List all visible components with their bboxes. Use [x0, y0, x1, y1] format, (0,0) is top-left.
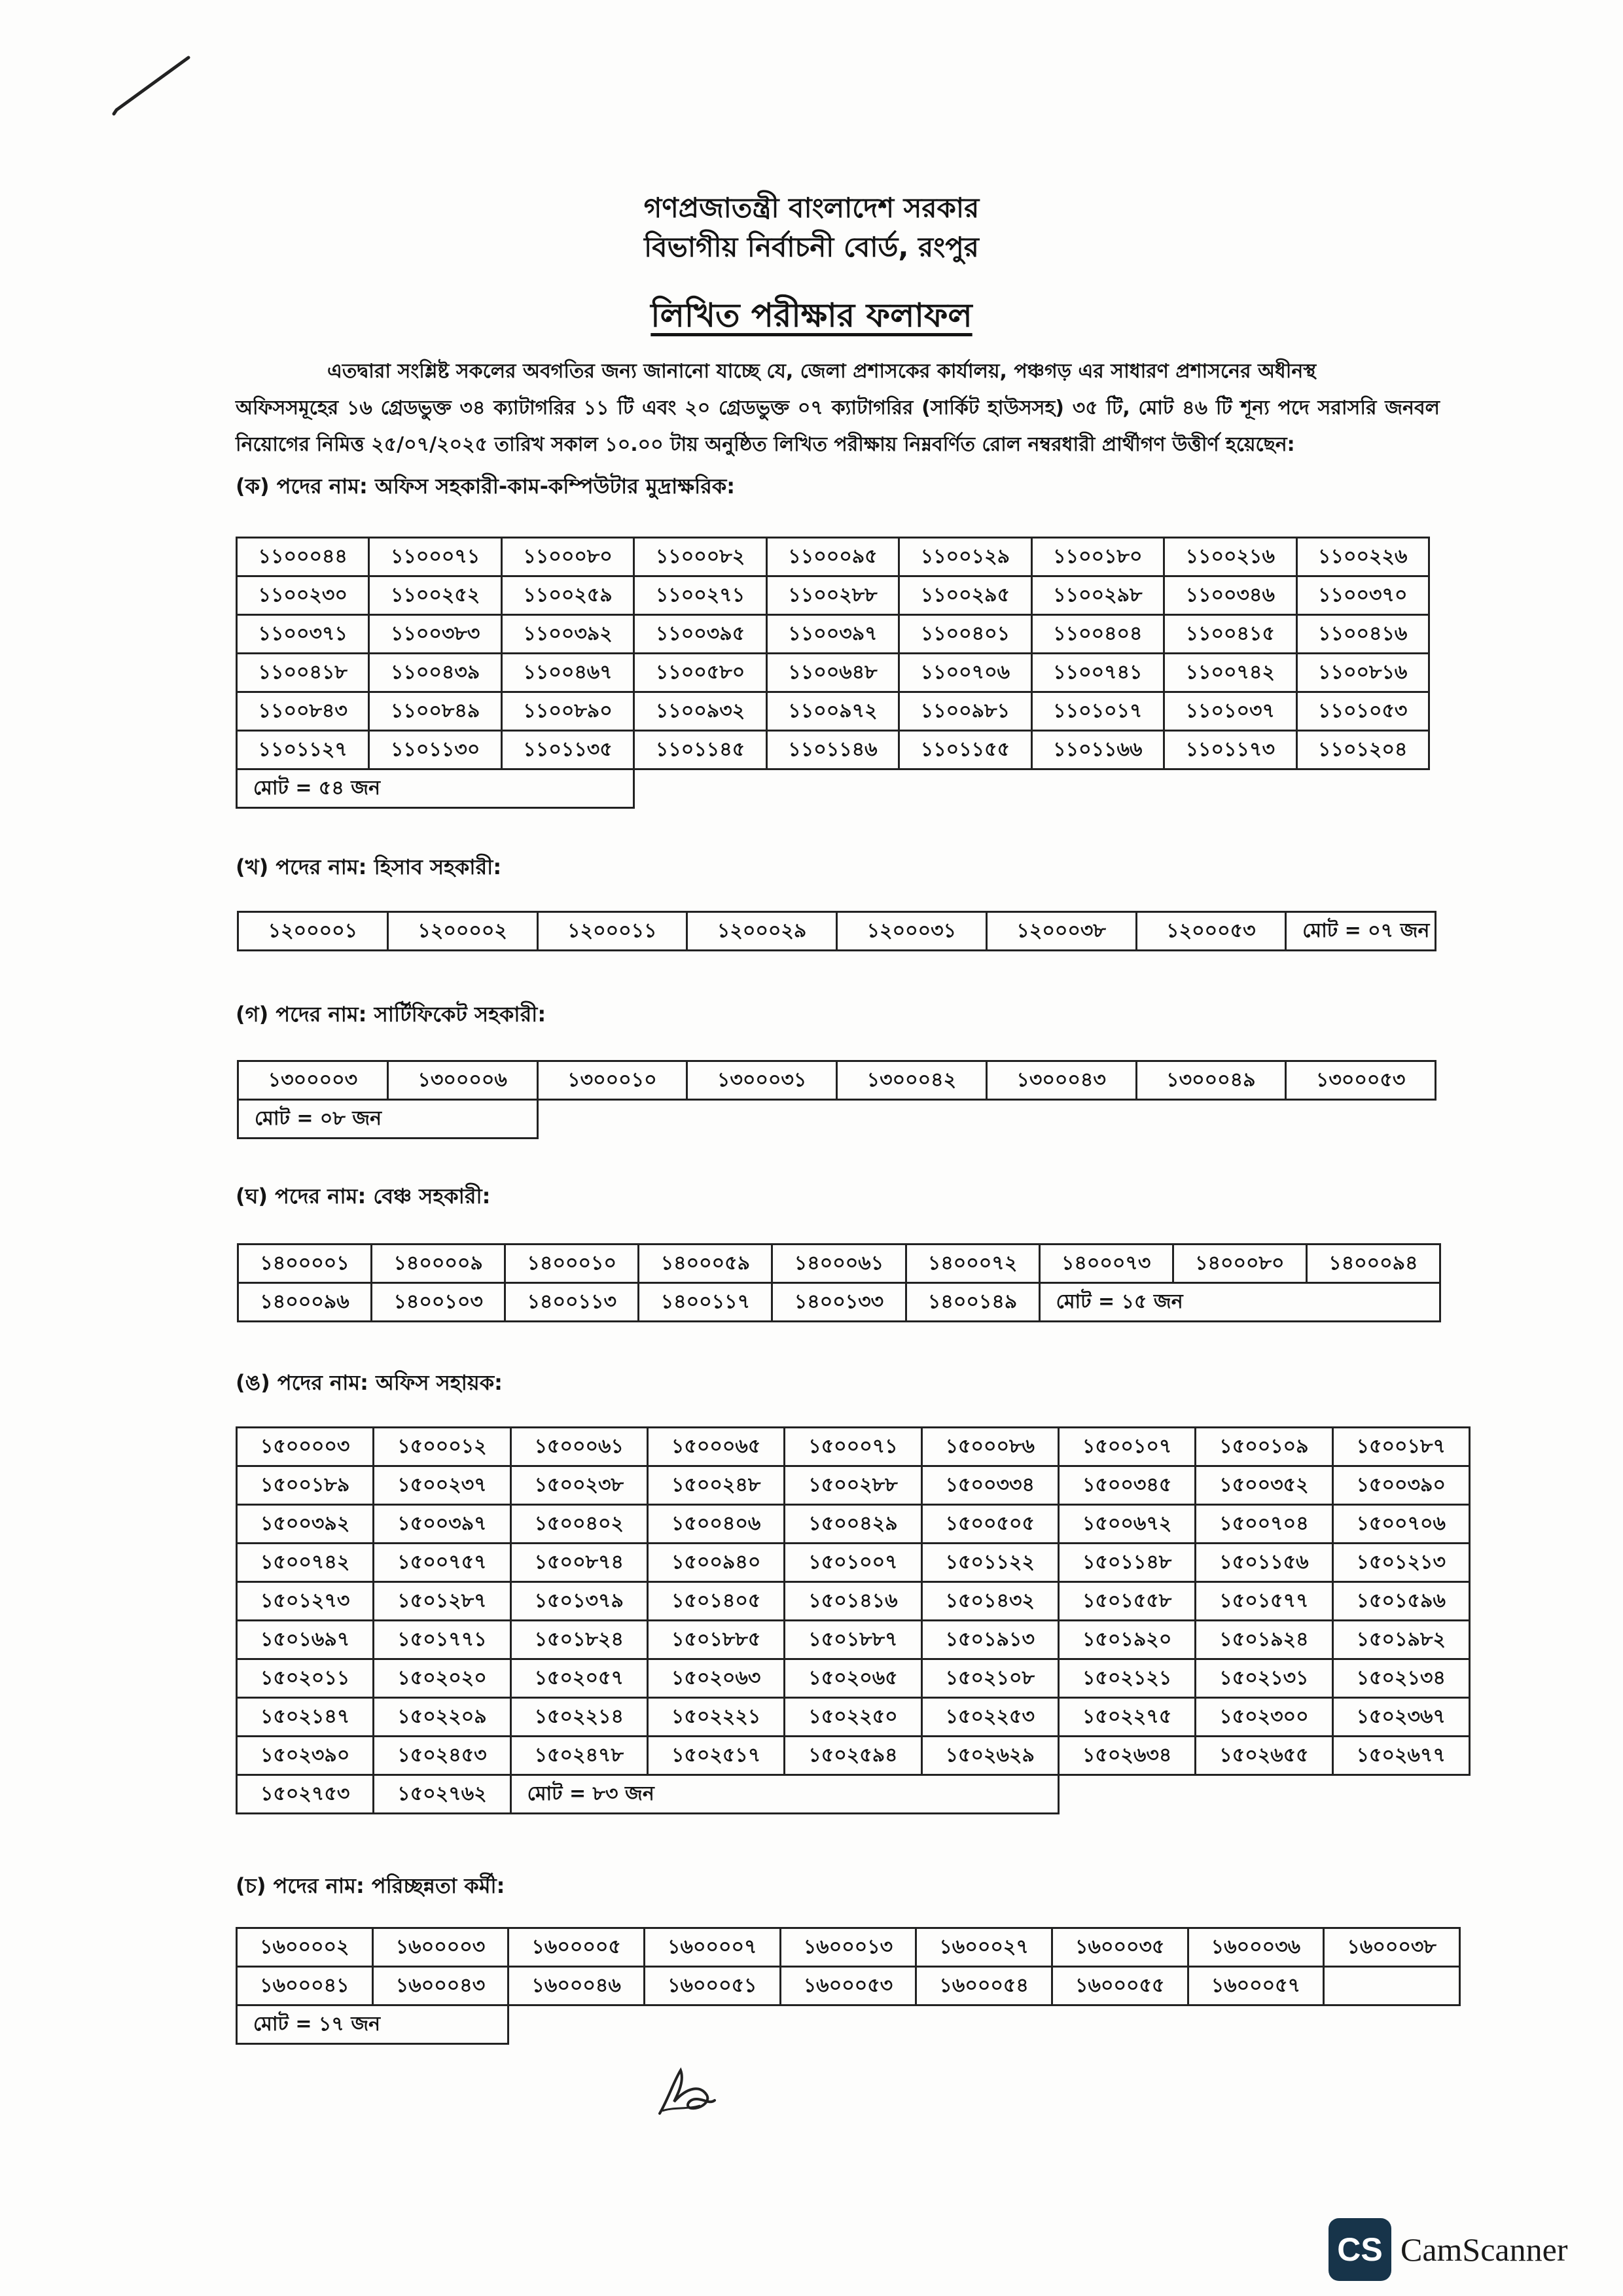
roll-number-cell: ১৬০০০০২: [237, 1928, 373, 1967]
roll-number-cell: ১৫০১৫৯৬: [1332, 1582, 1469, 1621]
roll-number-cell: ১৬০০০৩৬: [1188, 1928, 1324, 1967]
roll-number-cell: ১১০০৪১৮: [237, 654, 369, 692]
total-count-cell: মোট = ৫৪ জন: [237, 769, 634, 808]
table-row: [237, 1775, 1470, 1814]
roll-number-cell: ১৪০০১০৩: [372, 1283, 505, 1322]
roll-number-cell: ১১০০২৮৮: [766, 576, 899, 615]
roll-number-cell: ১১০০২৫২: [369, 576, 501, 615]
roll-number-cell: ১২০০০২৯: [687, 912, 837, 951]
roll-number-cell: ১৫০২৩৬৭: [1332, 1698, 1469, 1737]
table-row: [237, 1967, 1460, 2005]
roll-number-cell: ১৬০০০৫৫: [1052, 1967, 1188, 2005]
table-row-total: [237, 2005, 1460, 2044]
roll-number-cell: ১৫০২১৪৭: [237, 1698, 374, 1737]
roll-number-cell: ১১০১১৪৫: [634, 731, 766, 769]
roll-number-cell: ১৫০০১৮৯: [237, 1466, 374, 1505]
roll-number-cell: ১৫০২৭৫৩: [237, 1775, 374, 1814]
roll-number-cell: ১৫০২৭৬২: [374, 1775, 510, 1814]
intro-paragraph: [236, 353, 1440, 463]
roll-number-cell: ১৫০০২৮৮: [785, 1466, 921, 1505]
table-row-total: [237, 769, 1429, 808]
roll-number-cell: ১৫০১২১৩: [1332, 1544, 1469, 1582]
roll-number-cell: ১৫০০৩৯২: [237, 1505, 374, 1544]
roll-number-cell: ১৪০০১১৭: [639, 1283, 772, 1322]
roll-number-cell: ১১০০৯৭২: [766, 692, 899, 731]
roll-number-cell: ১১০০৩৯৭: [766, 615, 899, 654]
roll-number-cell: ১১০০৩৭১: [237, 615, 369, 654]
roll-number-cell: ১৫০০১৮৭: [1332, 1428, 1469, 1466]
roll-number-cell: ১৪০০০৯৪: [1306, 1245, 1440, 1283]
header-government: গণপ্রজাতন্ত্রী বাংলাদেশ সরকার: [643, 192, 980, 224]
roll-number-cell: ১২০০০০২: [387, 912, 537, 951]
roll-number-cell: ১১০০৬৪৮: [766, 654, 899, 692]
roll-number-cell: ১৬০০০০৩: [372, 1928, 508, 1967]
table-row: [237, 1621, 1470, 1659]
roll-number-cell: ১৫০১৪০৫: [647, 1582, 784, 1621]
table-row: [237, 1737, 1470, 1775]
roll-number-cell: ১৫০২০৬৫: [785, 1659, 921, 1698]
table-row: [237, 654, 1429, 692]
table-row: [237, 538, 1429, 576]
roll-number-cell: ১৫০০৪০৬: [647, 1505, 784, 1544]
roll-number-cell: ১৫০০২৪৮: [647, 1466, 784, 1505]
table-row: [237, 1698, 1470, 1737]
roll-number-cell: ১১০০৪৩৯: [369, 654, 501, 692]
roll-number-cell: ১৫০২০১১: [237, 1659, 374, 1698]
roll-number-cell: ১১০০৭০৬: [899, 654, 1031, 692]
roll-number-cell: ১৫০০০৭১: [785, 1428, 921, 1466]
roll-number-cell: ১৩০০০৪২: [837, 1061, 987, 1100]
roll-number-cell: ১১০০১৮০: [1031, 538, 1164, 576]
table-row: [237, 1466, 1470, 1505]
roll-number-cell: ১৫০১১৪৮: [1058, 1544, 1195, 1582]
table-row: [238, 912, 1436, 951]
roll-number-cell: ১১০০০৯৫: [766, 538, 899, 576]
roll-number-cell: ১৩০০০০৬: [387, 1061, 537, 1100]
empty-cell: [537, 1100, 1436, 1139]
roll-number-cell: ১৫০২২২১: [647, 1698, 784, 1737]
roll-number-cell: ১৫০২২০৯: [374, 1698, 510, 1737]
roll-table-kha: [237, 911, 1436, 951]
roll-number-cell: ১৫০১৯৮২: [1332, 1621, 1469, 1659]
roll-number-cell: ১২০০০১১: [537, 912, 687, 951]
roll-number-cell: ১১০০২৭১: [634, 576, 766, 615]
roll-number-cell: ১১০০২৯৮: [1031, 576, 1164, 615]
roll-number-cell: ১৩০০০৪৩: [986, 1061, 1136, 1100]
section-title-ga: (গ) পদের নাম: সার্টিফিকেট সহকারী:: [236, 1002, 546, 1027]
roll-number-cell: ১২০০০০১: [238, 912, 388, 951]
roll-number-cell: ১১০০৩৮৩: [369, 615, 501, 654]
roll-number-cell: ১১০১১৩০: [369, 731, 501, 769]
roll-number-cell: ১৫০১৮৮৫: [647, 1621, 784, 1659]
roll-number-cell: ১৫০২১২১: [1058, 1659, 1195, 1698]
roll-number-cell: ১১০০৮৪৩: [237, 692, 369, 731]
table-row: [237, 731, 1429, 769]
roll-number-cell: ১১০০৯৮১: [899, 692, 1031, 731]
table-row: [237, 1659, 1470, 1698]
roll-number-cell: ১৩০০০০৩: [238, 1061, 388, 1100]
roll-number-cell: ১৫০০৪০২: [510, 1505, 647, 1544]
roll-number-cell: ১১০০৪০৪: [1031, 615, 1164, 654]
roll-number-cell: ১৫০০০৮৬: [921, 1428, 1058, 1466]
roll-number-cell: ১৫০২০৬৩: [647, 1659, 784, 1698]
roll-number-cell: ১৫০২৫১৭: [647, 1737, 784, 1775]
roll-number-cell: ১৫০২১৩৪: [1332, 1659, 1469, 1698]
table-row: [237, 615, 1429, 654]
roll-number-cell: ১১০০২২৬: [1296, 538, 1429, 576]
roll-number-cell: ১৫০০৯৪০: [647, 1544, 784, 1582]
roll-number-cell: ১৫০২৬২৯: [921, 1737, 1058, 1775]
roll-number-cell: ১৫০০৪২৯: [785, 1505, 921, 1544]
roll-number-cell: ১৫০২২৫৩: [921, 1698, 1058, 1737]
roll-number-cell: ১৫০১৯১৩: [921, 1621, 1058, 1659]
pen-tick-mark: [111, 52, 196, 118]
roll-number-cell: ১৪০০০৬১: [772, 1245, 906, 1283]
table-row: [237, 1544, 1470, 1582]
roll-table-ka: [236, 537, 1430, 809]
empty-cell: [508, 2005, 1460, 2044]
total-count-cell: মোট = ০৭ জন: [1286, 912, 1436, 951]
roll-number-cell: ১৬০০০৪৩: [372, 1967, 508, 2005]
roll-number-cell: ১৫০১০০৭: [785, 1544, 921, 1582]
roll-number-cell: ১৬০০০৩৫: [1052, 1928, 1188, 1967]
roll-number-cell: ১৫০১৮২৪: [510, 1621, 647, 1659]
roll-number-cell: ১৫০২১০৮: [921, 1659, 1058, 1698]
roll-number-cell: ১৪০০১১৩: [505, 1283, 639, 1322]
roll-number-cell: ১৫০২০৫৭: [510, 1659, 647, 1698]
roll-number-cell: ১৪০০০০১: [238, 1245, 372, 1283]
roll-number-cell: ১১০১১৭৩: [1164, 731, 1296, 769]
roll-number-cell: ১১০১০৩৭: [1164, 692, 1296, 731]
section-title-ka: (ক) পদের নাম: অফিস সহকারী-কাম-কম্পিউটার মুদ্রাক্ষরিক:: [236, 474, 736, 499]
roll-table-ga: [237, 1060, 1436, 1139]
roll-table-ca: [236, 1927, 1461, 2045]
roll-number-cell: ১১০০০৮০: [501, 538, 633, 576]
roll-number-cell: ১১০০৩৪৬: [1164, 576, 1296, 615]
roll-number-cell: ১৬০০০৪১: [237, 1967, 373, 2005]
roll-number-cell: ১২০০০৩৮: [986, 912, 1136, 951]
roll-number-cell: ১৪০০০১০: [505, 1245, 639, 1283]
roll-number-cell: ১৬০০০১৩: [780, 1928, 916, 1967]
roll-number-cell: ১১০১১২৭: [237, 731, 369, 769]
roll-number-cell: ১৫০০৩৩৪: [921, 1466, 1058, 1505]
roll-number-cell: ১৫০১৪৩২: [921, 1582, 1058, 1621]
roll-number-cell: ১৫০১১৫৬: [1196, 1544, 1332, 1582]
intro-rest: অফিসসমূহের ১৬ গ্রেডভুক্ত ৩৪ ক্যাটাগরির ১১ টি এবং ২০ গ্রেডভুক্ত ০৭ ক্যাটাগরির (সার্কিট হাউসসহ) ৩৫ টি, মোট ৪৬ টি শূন্য পদে সরাসরি জনবল নিয়োগের নিমিত্ত ২৫/০৭/২০২৫ তারিখ সকাল ১০.০০ টায় অনুষ্ঠিত লিখিত পরীক্ষায় নিম্নবর্ণিত রোল নম্বরধারী প্রার্থীগণ উত্তীর্ণ হয়েছেন:: [236, 397, 1440, 456]
roll-number-cell: ১১০০২১৬: [1164, 538, 1296, 576]
table-row: [237, 1928, 1460, 1967]
roll-number-cell: ১৩০০০১০: [537, 1061, 687, 1100]
roll-number-cell: ১৫০০৩৫২: [1196, 1466, 1332, 1505]
roll-number-cell: ১১০১১৩৫: [501, 731, 633, 769]
roll-table-uma: [236, 1426, 1471, 1814]
table-row: [237, 576, 1429, 615]
roll-number-cell: ১৫০১৬৯৭: [237, 1621, 374, 1659]
roll-number-cell: ১১০০১২৯: [899, 538, 1031, 576]
roll-number-cell: ১৫০০৫০৫: [921, 1505, 1058, 1544]
roll-number-cell: ১১০০৭৪১: [1031, 654, 1164, 692]
roll-number-cell: ১৫০০২৩৮: [510, 1466, 647, 1505]
total-count-cell: মোট = ১৭ জন: [237, 2005, 508, 2044]
roll-number-cell: ১৫০০৬৭২: [1058, 1505, 1195, 1544]
roll-number-cell: ১৫০০০৬৫: [647, 1428, 784, 1466]
roll-number-cell: ১৬০০০৪৬: [508, 1967, 645, 2005]
camscanner-logo: CS: [1329, 2218, 1391, 2281]
roll-number-cell: ১৫০২৬৫৫: [1196, 1737, 1332, 1775]
roll-number-cell: ১৩০০০৪৯: [1136, 1061, 1286, 1100]
roll-number-cell: ১১০০৩৭০: [1296, 576, 1429, 615]
roll-number-cell: ১১০১১৪৬: [766, 731, 899, 769]
signature-image: [654, 2061, 720, 2120]
roll-number-cell: ১১০০৭৪২: [1164, 654, 1296, 692]
section-title-uma: (ঙ) পদের নাম: অফিস সহায়ক:: [236, 1370, 503, 1395]
total-count-cell: মোট = ০৮ জন: [238, 1100, 538, 1139]
roll-number-cell: ১৫০০০১২: [374, 1428, 510, 1466]
roll-number-cell: ১৫০০৩৪৫: [1058, 1466, 1195, 1505]
roll-number-cell: ১১০০৪১৫: [1164, 615, 1296, 654]
roll-number-cell: ১৪০০০৭৩: [1039, 1245, 1173, 1283]
roll-number-cell: ১১০০০৪৪: [237, 538, 369, 576]
roll-number-cell: ১৫০০০০৩: [237, 1428, 374, 1466]
roll-number-cell: ১১০০৩৯২: [501, 615, 633, 654]
roll-number-cell: ১৪০০০৫৯: [639, 1245, 772, 1283]
roll-number-cell: ১৫০০৮৭৪: [510, 1544, 647, 1582]
roll-number-cell: ১৫০২৩৯০: [237, 1737, 374, 1775]
roll-number-cell: ১১০১১৫৫: [899, 731, 1031, 769]
roll-number-cell: ১১০০৮৯০: [501, 692, 633, 731]
header-board: বিভাগীয় নির্বাচনী বোর্ড, রংপুর: [644, 231, 979, 263]
empty-cell: [634, 769, 1429, 808]
roll-number-cell: ১৪০০০৯৬: [238, 1283, 372, 1322]
roll-number-cell: ১৫০১৮৮৭: [785, 1621, 921, 1659]
total-count-cell: মোট = ৮৩ জন: [510, 1775, 1058, 1814]
roll-number-cell: ১৫০২৫৯৪: [785, 1737, 921, 1775]
roll-number-cell: ১৫০০৩৯৭: [374, 1505, 510, 1544]
roll-number-cell: ১৬০০০৫৩: [780, 1967, 916, 2005]
roll-number-cell: ১১০০৪০১: [899, 615, 1031, 654]
roll-number-cell: ১৫০২৬৭৭: [1332, 1737, 1469, 1775]
roll-number-cell: ১১০০৩৯৫: [634, 615, 766, 654]
roll-number-cell: ১৬০০০০৭: [644, 1928, 780, 1967]
table-row: [238, 1283, 1440, 1322]
roll-number-cell: ১৬০০০০৫: [508, 1928, 645, 1967]
blank-cell: [1324, 1967, 1460, 2005]
roll-number-cell: ১১০০২৯৫: [899, 576, 1031, 615]
page-title: লিখিত পরীক্ষার ফলাফল: [651, 296, 972, 334]
total-count-cell: মোট = ১৫ জন: [1039, 1283, 1440, 1322]
roll-number-cell: ১১০১০১৭: [1031, 692, 1164, 731]
roll-number-cell: ১১০০৪১৬: [1296, 615, 1429, 654]
roll-number-cell: ১৫০২৪৭৮: [510, 1737, 647, 1775]
roll-number-cell: ১৬০০০৫৭: [1188, 1967, 1324, 2005]
roll-number-cell: ১৬০০০৫৪: [916, 1967, 1052, 2005]
roll-number-cell: ১৫০০৩৯০: [1332, 1466, 1469, 1505]
roll-number-cell: ১৫০২০২০: [374, 1659, 510, 1698]
section-title-ca: (চ) পদের নাম: পরিচ্ছন্নতা কর্মী:: [236, 1873, 505, 1898]
roll-number-cell: ১২০০০৫৩: [1136, 912, 1286, 951]
roll-number-cell: ১৫০০২৩৭: [374, 1466, 510, 1505]
roll-number-cell: ১৫০০০৬১: [510, 1428, 647, 1466]
roll-number-cell: ১৬০০০৩৮: [1324, 1928, 1460, 1967]
roll-number-cell: ১১০০২৩০: [237, 576, 369, 615]
roll-number-cell: ১৪০০০৮০: [1173, 1245, 1306, 1283]
roll-number-cell: ১৫০২২৫০: [785, 1698, 921, 1737]
roll-number-cell: ১৩০০০৫৩: [1286, 1061, 1436, 1100]
roll-number-cell: ১৫০১৩৭৯: [510, 1582, 647, 1621]
roll-number-cell: ১৫০২১৩১: [1196, 1659, 1332, 1698]
roll-number-cell: ১১০০২৫৯: [501, 576, 633, 615]
roll-number-cell: ১৪০০০০৯: [372, 1245, 505, 1283]
section-title-kha: (খ) পদের নাম: হিসাব সহকারী:: [236, 855, 502, 879]
roll-number-cell: ১৪০০১৩৩: [772, 1283, 906, 1322]
roll-number-cell: ১৫০১৯২৪: [1196, 1621, 1332, 1659]
roll-number-cell: ১১০১২০৪: [1296, 731, 1429, 769]
table-row: [237, 692, 1429, 731]
roll-number-cell: ১১০১১৬৬: [1031, 731, 1164, 769]
roll-number-cell: ১৫০০৭০৪: [1196, 1505, 1332, 1544]
roll-number-cell: ১৫০১৯২০: [1058, 1621, 1195, 1659]
roll-number-cell: ১১০০৪৬৭: [501, 654, 633, 692]
roll-number-cell: ১১০০০৮২: [634, 538, 766, 576]
roll-table-gha: [237, 1243, 1441, 1322]
roll-number-cell: ১১০০০৭১: [369, 538, 501, 576]
roll-number-cell: ১৫০১৫৫৮: [1058, 1582, 1195, 1621]
roll-number-cell: ১৫০২৪৫৩: [374, 1737, 510, 1775]
roll-number-cell: ১১০০৯৩২: [634, 692, 766, 731]
roll-number-cell: ১৪০০১৪৯: [906, 1283, 1039, 1322]
roll-number-cell: ১৩০০০৩১: [687, 1061, 837, 1100]
roll-number-cell: ১২০০০৩১: [837, 912, 987, 951]
roll-number-cell: ১৬০০০৫১: [644, 1967, 780, 2005]
roll-number-cell: ১৫০২২৭৫: [1058, 1698, 1195, 1737]
roll-number-cell: ১৫০২৬৩৪: [1058, 1737, 1195, 1775]
roll-number-cell: ১৬০০০২৭: [916, 1928, 1052, 1967]
roll-number-cell: ১১০০৮৪৯: [369, 692, 501, 731]
roll-number-cell: ১৫০১৪১৬: [785, 1582, 921, 1621]
roll-number-cell: ১৫০০১০৯: [1196, 1428, 1332, 1466]
roll-number-cell: ১৫০০৭৫৭: [374, 1544, 510, 1582]
roll-number-cell: ১৫০১৭৭১: [374, 1621, 510, 1659]
table-row: [237, 1505, 1470, 1544]
roll-number-cell: ১৫০১৫৭৭: [1196, 1582, 1332, 1621]
roll-number-cell: ১১০১০৫৩: [1296, 692, 1429, 731]
roll-number-cell: ১৫০০১০৭: [1058, 1428, 1195, 1466]
roll-number-cell: ১৫০২২১৪: [510, 1698, 647, 1737]
section-title-gha: (ঘ) পদের নাম: বেঞ্চ সহকারী:: [236, 1184, 491, 1209]
roll-number-cell: ১৫০২৩০০: [1196, 1698, 1332, 1737]
roll-number-cell: ১৫০১২৭৩: [237, 1582, 374, 1621]
roll-number-cell: ১১০০৫৮০: [634, 654, 766, 692]
camscanner-name: CamScanner: [1400, 2231, 1568, 2268]
roll-number-cell: ১৫০১২৮৭: [374, 1582, 510, 1621]
roll-number-cell: ১৫০০৭৪২: [237, 1544, 374, 1582]
table-row: [237, 1428, 1470, 1466]
table-row: [237, 1582, 1470, 1621]
table-row: [238, 1245, 1440, 1283]
roll-number-cell: ১১০০৮১৬: [1296, 654, 1429, 692]
camscanner-watermark: [1329, 2218, 1567, 2281]
roll-number-cell: ১৫০০৭০৬: [1332, 1505, 1469, 1544]
table-row: [238, 1061, 1436, 1100]
intro-line-1: এতদ্বারা সংশ্লিষ্ট সকলের অবগতির জন্য জানানো যাচ্ছে যে, জেলা প্রশাসকের কার্যালয়, পঞ্চগড় এর সাধারণ প্রশাসনের অধীনস্থ: [327, 360, 1317, 383]
roll-number-cell: ১৪০০০৭২: [906, 1245, 1039, 1283]
table-row-total: [238, 1100, 1436, 1139]
empty-cell: [1058, 1775, 1469, 1814]
roll-number-cell: ১৫০১১২২: [921, 1544, 1058, 1582]
